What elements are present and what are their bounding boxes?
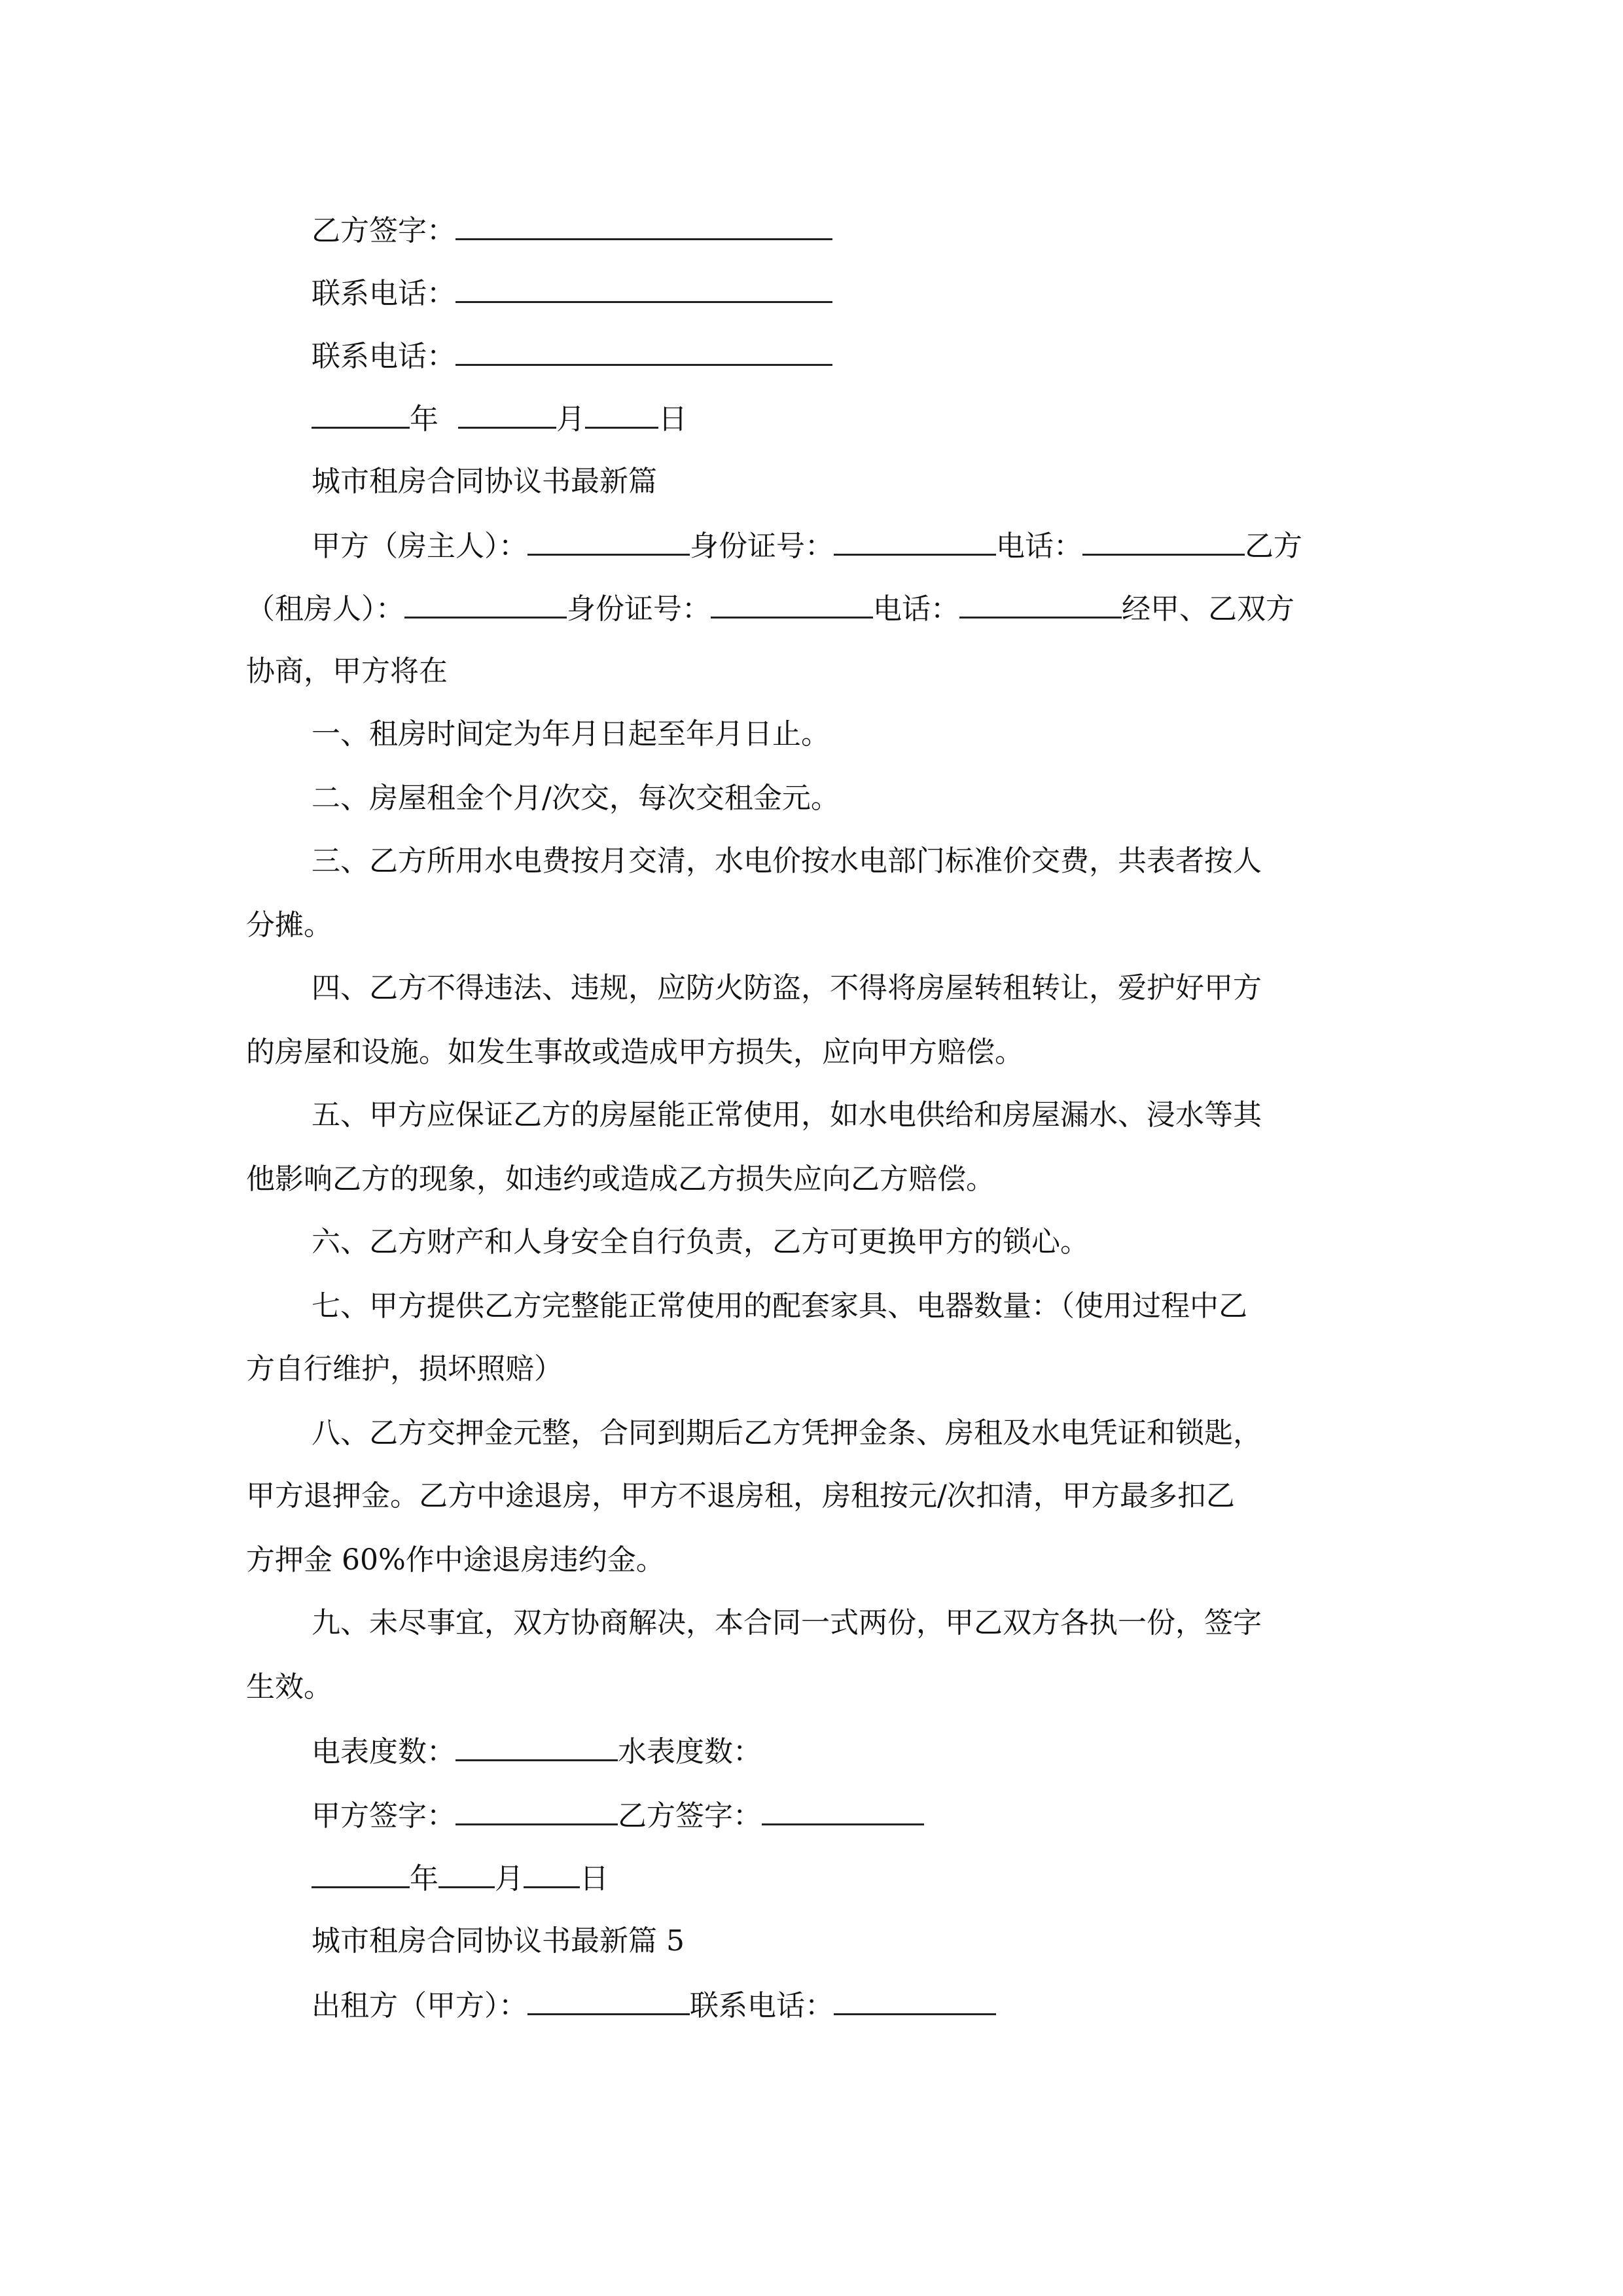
sign-line (312, 1795, 924, 1836)
party-b-sign-blank-2 (762, 1795, 924, 1825)
clause-7-line-2: 方自行维护，损坏照赔） (246, 1352, 563, 1386)
party-b-sign-line (312, 209, 832, 251)
party-a-id-label: 身份证号： (690, 529, 834, 563)
phone-label-2: 联系电话： (312, 340, 455, 373)
lessor-name-blank (527, 1984, 690, 2015)
party-a-phone-blank (1082, 525, 1245, 556)
clause-6: 六、乙方财产和人身安全自行负责，乙方可更换甲方的锁心。 (312, 1225, 1089, 1259)
water-meter-label: 水表度数： (618, 1735, 762, 1768)
clause-1: 一、租房时间定为年月日起至年月日止。 (312, 717, 830, 751)
clause-4-line-1: 四、乙方不得违法、违规，应防火防盗，不得将房屋转租转让，爱护好甲方 (312, 971, 1262, 1005)
party-b-phone-blank (959, 588, 1122, 619)
party-b-id-blank (711, 588, 873, 619)
parties-line-1 (312, 525, 1302, 566)
phone-blank-2 (455, 335, 832, 366)
parties-line-2 (246, 588, 1294, 629)
clause-3-line-1: 三、乙方所用水电费按月交清，水电价按水电部门标准价交费，共表者按人 (312, 844, 1262, 878)
party-a-phone-label: 电话： (996, 529, 1082, 563)
phone-blank-1 (455, 272, 832, 303)
parties-agree-text: 经甲、乙双方 (1122, 592, 1294, 626)
lessor-phone-blank (834, 1984, 996, 2015)
clause-5-line-1: 五、甲方应保证乙方的房屋能正常使用，如水电供给和房屋漏水、浸水等其 (312, 1098, 1262, 1132)
parties-line-3: 协商，甲方将在 (246, 655, 448, 688)
party-b-phone-label: 电话： (873, 592, 959, 626)
month-label: 月 (556, 403, 585, 436)
party-b-sign-label-2: 乙方签字： (618, 1799, 762, 1833)
party-b-role: （租房人）： (246, 592, 404, 626)
month-blank-2 (438, 1857, 495, 1888)
clause-3-line-2: 分摊。 (246, 908, 332, 942)
clause-9-line-1: 九、未尽事宜，双方协商解决，本合同一式两份，甲乙双方各执一份，签字 (312, 1606, 1262, 1640)
month-label-2: 月 (495, 1862, 524, 1895)
day-blank (585, 398, 658, 429)
party-a-id-blank (834, 525, 996, 556)
lessor-phone-label: 联系电话： (690, 1989, 834, 2022)
electric-meter-blank (455, 1731, 618, 1761)
contract4-title: 城市租房合同协议书最新篇 (312, 465, 657, 498)
party-a-prefix: 甲方（房主人）： (312, 529, 527, 563)
clause-8-line-2: 甲方退押金。乙方中途退房，甲方不退房租，房租按元/次扣清，甲方最多扣乙 (246, 1479, 1235, 1513)
phone-line-2 (312, 335, 832, 376)
party-a-name-blank (527, 525, 690, 556)
party-a-sign-label: 甲方签字： (312, 1799, 455, 1833)
electric-meter-label: 电表度数： (312, 1735, 455, 1768)
clause-8-line-3: 方押金 60%作中途退房违约金。 (246, 1543, 665, 1577)
clause-5-line-2: 他影响乙方的现象，如违约或造成乙方损失应向乙方赔偿。 (246, 1162, 995, 1196)
year-blank-2 (312, 1857, 410, 1888)
party-b-prefix: 乙方 (1245, 529, 1302, 563)
date-line-2 (312, 1857, 609, 1899)
clause-9-line-2: 生效。 (246, 1670, 332, 1704)
day-label: 日 (658, 403, 687, 436)
year-label-2: 年 (410, 1862, 438, 1895)
party-b-sign-label: 乙方签字： (312, 214, 455, 247)
month-blank (458, 398, 556, 429)
year-blank (312, 398, 410, 429)
clause-8-line-1: 八、乙方交押金元整，合同到期后乙方凭押金条、房租及水电凭证和锁匙， (312, 1416, 1262, 1450)
clause-2: 二、房屋租金个月/次交，每次交租金元。 (312, 781, 840, 815)
contract5-title: 城市租房合同协议书最新篇 5 (312, 1924, 685, 1958)
clause-7-line-1: 七、甲方提供乙方完整能正常使用的配套家具、电器数量：（使用过程中乙 (312, 1289, 1247, 1323)
meter-line (312, 1731, 762, 1772)
clause-4-line-2: 的房屋和设施。如发生事故或造成甲方损失，应向甲方赔偿。 (246, 1035, 1024, 1069)
party-b-name-blank (404, 588, 567, 619)
lessor-line (312, 1984, 996, 2026)
party-a-sign-blank (455, 1795, 618, 1825)
day-blank-2 (524, 1857, 580, 1888)
lessor-label: 出租方（甲方）： (312, 1989, 527, 2022)
phone-line-1 (312, 272, 832, 314)
phone-label-1: 联系电话： (312, 277, 455, 310)
year-label: 年 (410, 403, 438, 436)
day-label-2: 日 (580, 1862, 609, 1895)
date-line-1 (312, 398, 687, 439)
party-b-sign-blank (455, 209, 832, 240)
party-b-id-label: 身份证号： (567, 592, 711, 626)
